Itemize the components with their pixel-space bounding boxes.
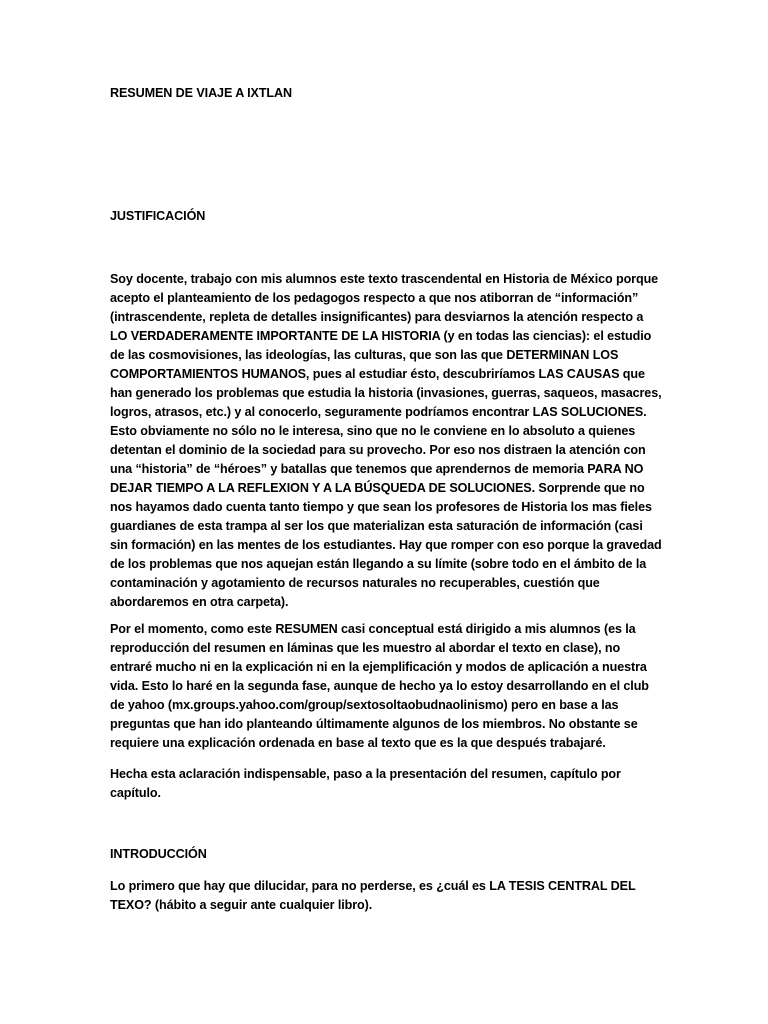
introduccion-paragraph-1: Lo primero que hay que dilucidar, para no perderse, es ¿cuál es LA TESIS CENTRAL DEL TEXO? (hábito a seguir ante cualquier libro). — [110, 879, 636, 912]
document-title: RESUMEN DE VIAJE A IXTLAN — [110, 86, 292, 100]
section-heading-introduccion: INTRODUCCIÓN — [110, 847, 207, 861]
justificacion-paragraph-1: Soy docente, trabajo con mis alumnos este texto trascendental en Historia de México porque acepto el planteamiento de los pedagogos respecto a que nos atiborran de “información” (intrascendente, repleta de detalles insignificantes) para desviarnos la atención respecto a LO VERDADERAMENTE IMPORTANTE DE LA HISTORIA (y en todas las ciencias): el estudio de las cosmovisiones, las ideologías, las culturas, que son las que DETERMINAN LOS COMPORTAMIENTOS HUMANOS, pues al estudiar ésto, descubriríamos LAS CAUSAS que han generado los problemas que estudia la historia (invasiones, guerras, saqueos, masacres, logros, atrasos, etc.) y al conocerlo, seguramente podríamos encontrar LAS SOLUCIONES. Esto obviamente no sólo no le interesa, sino que no le conviene en lo absoluto a quienes detentan el dominio de la sociedad para su provecho. Por eso nos distraen la atención con una “historia” de “héroes” y batallas que tenemos que aprendernos de memoria PARA NO DEJAR TIEMPO A LA REFLEXION Y A LA BÚSQUEDA DE SOLUCIONES. Sorprende que no nos hayamos dado cuenta tanto tiempo y que sean los profesores de Historia los mas fieles guardianes de esta trampa al ser los que materializan esta saturación de información (casi sin formación) en las mentes de los estudiantes. Hay que romper con eso porque la gravedad de los problemas que nos aquejan están llegando a su límite (sobre todo en el ámbito de la contaminación y agotamiento de recursos naturales no recuperables, cuestión que abordaremos en otra carpeta). — [110, 272, 662, 609]
justificacion-paragraph-3: Hecha esta aclaración indispensable, paso a la presentación del resumen, capítulo por capítulo. — [110, 767, 621, 800]
section-heading-justificacion: JUSTIFICACIÓN — [110, 209, 206, 223]
justificacion-paragraph-2: Por el momento, como este RESUMEN casi conceptual está dirigido a mis alumnos (es la reproducción del resumen en láminas que les muestro al abordar el texto en clase), no entraré mucho ni en la explicación ni en la ejemplificación y modos de aplicación a nuestra vida. Esto lo haré en la segunda fase, aunque de hecho ya lo estoy desarrollando en el club de yahoo (mx.groups.yahoo.com/group/sextosoltaobudnaolinismo) pero en base a las preguntas que han ido planteando últimamente algunos de los miembros. No obstante se requiere una explicación ordenada en base al texto que es la que después trabajaré. — [110, 622, 649, 750]
